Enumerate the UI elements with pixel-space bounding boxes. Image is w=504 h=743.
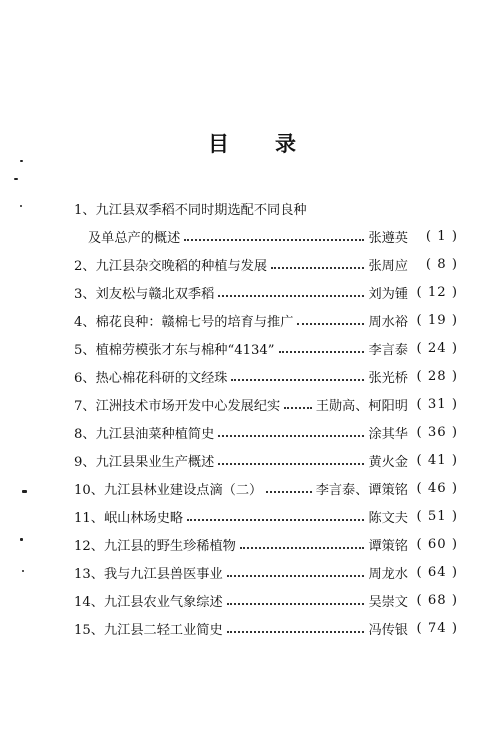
scan-speck <box>20 538 23 541</box>
dot-leader <box>227 573 365 577</box>
toc-entry-page: ( 68 ) <box>416 592 458 608</box>
toc-entry[interactable] <box>74 336 458 360</box>
toc-entry-author: 周龙水 <box>368 566 408 582</box>
toc-entry-title: 九江县林业建设点滴（二） <box>103 482 263 498</box>
toc-entry[interactable] <box>74 420 458 444</box>
toc-entry-author: 涂其华 <box>368 426 408 442</box>
toc-entry-title: 九江县双季稻不同时期选配不同良种 <box>95 202 307 218</box>
toc-entry-page: ( 41 ) <box>416 452 458 468</box>
toc-entry-author: 冯传银 <box>368 622 408 638</box>
toc-entry-author: 刘为锺 <box>368 286 408 302</box>
toc-entry-1-line1[interactable] <box>74 196 307 220</box>
dot-leader <box>271 265 364 269</box>
scan-speck <box>14 178 18 180</box>
scan-speck <box>20 160 23 162</box>
toc-entry-page: ( 74 ) <box>416 620 458 636</box>
toc-entry-title: 九江县农业气象综述 <box>103 594 223 610</box>
toc-entry-page: ( 60 ) <box>416 536 458 552</box>
toc-entry-title: 棉花良种：赣棉七号的培育与推广 <box>95 314 294 330</box>
toc-entry-author: 李言泰 <box>368 342 408 358</box>
toc-entry-number: 9、 <box>74 454 96 470</box>
toc-entry-author: 张遵英 <box>368 230 408 246</box>
toc-entry-page: ( 46 ) <box>416 480 458 496</box>
toc-entry-page: ( 12 ) <box>416 284 458 300</box>
toc-entry-page: ( 51 ) <box>416 508 458 524</box>
toc-entry-title: 九江县二轻工业简史 <box>103 622 223 638</box>
dot-leader <box>279 349 365 353</box>
toc-entry-page: ( 31 ) <box>416 396 458 412</box>
toc-entry-number: 3、 <box>74 286 96 302</box>
toc-entry-author: 张光桥 <box>368 370 408 386</box>
scan-speck <box>22 570 24 572</box>
dot-leader <box>240 545 365 549</box>
toc-entry-number: 4、 <box>74 314 96 330</box>
toc-entry-page: ( 8 ) <box>425 256 458 272</box>
dot-leader <box>184 237 364 241</box>
toc-entry-author: 谭策铭 <box>368 538 408 554</box>
toc-entry[interactable] <box>74 476 458 500</box>
toc-entry-title: 九江县杂交晚稻的种植与发展 <box>95 258 268 274</box>
dot-leader <box>284 405 311 409</box>
toc-entry-1-line2[interactable] <box>88 224 458 248</box>
toc-entry-author: 张周应 <box>368 258 408 274</box>
page-title: 目录 <box>208 131 342 156</box>
toc-entry-page: ( 1 ) <box>425 228 458 244</box>
dot-leader <box>227 601 365 605</box>
toc-entry-title: 植棉劳模张才东与棉种“4134” <box>95 342 275 358</box>
toc-entry-number: 13、 <box>74 566 104 582</box>
dot-leader <box>297 321 364 325</box>
toc-entry-page: ( 28 ) <box>416 368 458 384</box>
scan-speck <box>22 490 27 493</box>
toc-entry-author: 陈文夫 <box>368 510 408 526</box>
dot-leader <box>218 461 364 465</box>
toc-entry-page: ( 36 ) <box>416 424 458 440</box>
toc-entry-page: ( 24 ) <box>416 340 458 356</box>
toc-entry-number: 14、 <box>74 594 104 610</box>
toc-entry[interactable] <box>74 252 458 276</box>
toc-entry-number: 8、 <box>74 426 96 442</box>
toc-entry[interactable] <box>74 560 458 584</box>
toc-entry-title: 九江县果业生产概述 <box>95 454 215 470</box>
dot-leader <box>218 433 364 437</box>
scan-speck <box>20 205 22 207</box>
toc-entry[interactable] <box>74 308 458 332</box>
toc-entry[interactable] <box>74 616 458 640</box>
dot-leader <box>187 517 364 521</box>
toc-entry-author: 李言泰、谭策铭 <box>315 482 408 498</box>
toc-entry-title-continued: 及单总产的概述 <box>88 230 181 246</box>
toc-entry-author: 吴崇文 <box>368 594 408 610</box>
toc-entry-page: ( 19 ) <box>416 312 458 328</box>
toc-entry-title: 刘友松与赣北双季稻 <box>95 286 215 302</box>
toc-entry[interactable] <box>74 392 458 416</box>
toc-entry-title: 岷山林场史略 <box>103 510 184 526</box>
toc-entry-title: 江洲技术市场开发中心发展纪实 <box>95 398 281 414</box>
dot-leader <box>231 377 364 381</box>
toc-entry[interactable] <box>74 504 458 528</box>
toc-entry-number: 11、 <box>74 510 104 526</box>
toc-entry-number: 2、 <box>74 258 96 274</box>
toc-entry-title: 我与九江县兽医事业 <box>103 566 223 582</box>
dot-leader <box>227 629 365 633</box>
toc-entry-number: 15、 <box>74 622 104 638</box>
dot-leader <box>266 489 311 493</box>
toc-entry-number: 1、 <box>74 202 96 218</box>
toc-entry-author: 黄火金 <box>368 454 408 470</box>
toc-entry-number: 12、 <box>74 538 104 554</box>
toc-entry-number: 5、 <box>74 342 96 358</box>
toc-entry[interactable] <box>74 364 458 388</box>
toc-entry-number: 7、 <box>74 398 96 414</box>
toc-entry-page: ( 64 ) <box>416 564 458 580</box>
toc-entry-title: 九江县的野生珍稀植物 <box>103 538 236 554</box>
toc-entry[interactable] <box>74 280 458 304</box>
toc-entry[interactable] <box>74 588 458 612</box>
toc-entry-title: 九江县油菜种植简史 <box>95 426 215 442</box>
toc-entry-author: 周水裕 <box>368 314 408 330</box>
dot-leader <box>218 293 364 297</box>
toc-entry[interactable] <box>74 532 458 556</box>
toc-entry-author: 王勋高、柯阳明 <box>315 398 408 414</box>
toc-entry-title: 热心棉花科研的文经珠 <box>95 370 228 386</box>
toc-entry[interactable] <box>74 448 458 472</box>
toc-entry-number: 10、 <box>74 482 104 498</box>
toc-entry-number: 6、 <box>74 370 96 386</box>
